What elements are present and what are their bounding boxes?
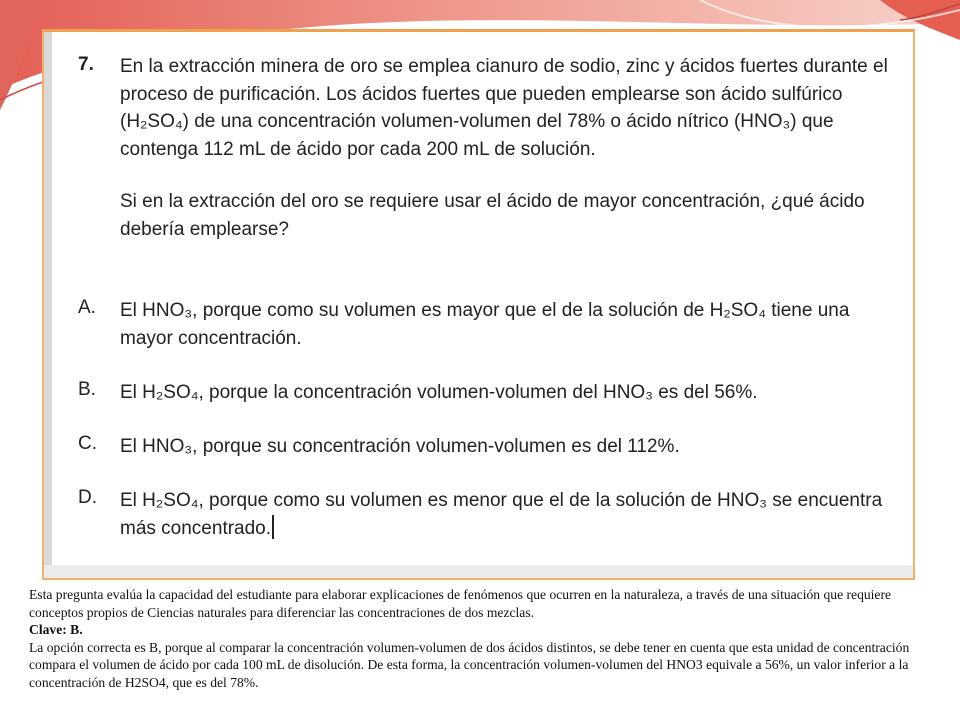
question-stem: En la extracción minera de oro se emplea cianuro de sodio, zinc y ácidos fuertes durante el proceso de purificación. Los ácidos fuertes que pueden emplearse son ácido sulfúrico (H₂SO₄) de una concentración volumen-volumen del 78% o ácido nítrico (HNO₃) que contenga 112 mL de ácido por cada 200 mL de solución.: [120, 56, 888, 160]
question-number: 7.: [78, 54, 94, 75]
option-a-letter: A.: [78, 297, 96, 318]
option-d-letter: D.: [78, 487, 97, 508]
text-cursor: [272, 515, 274, 539]
option-d-text: El H₂SO₄, porque como su volumen es menor que el de la solución de HNO₃ se encuentra más concentrado.: [120, 490, 883, 539]
option-b-text: El H₂SO₄, porque la concentración volumen-volumen del HNO₃ es del 56%.: [120, 382, 758, 403]
question-prompt: Si en la extracción del oro se requiere usar el ácido de mayor concentración, ¿qué ácido debería emplearse?: [120, 191, 865, 240]
option-a-text: El HNO₃, porque como su volumen es mayor que el de la solución de H₂SO₄ tiene una mayor concentración.: [120, 300, 850, 349]
answer-key: Clave: B.: [29, 622, 83, 637]
option-c-text: El HNO₃, porque su concentración volumen-volumen es del 112%.: [120, 436, 680, 457]
explanation-block: [29, 586, 939, 691]
explanation-intro: Esta pregunta evalúa la capacidad del estudiante para elaborar explicaciones de fenómenos que ocurren en la naturaleza, a través de una situación que requiere conceptos propios de Ciencias naturales para diferenciar las concentraciones de dos mezclas.: [29, 587, 892, 620]
explanation-detail: La opción correcta es B, porque al comparar la concentración volumen-volumen de dos ácidos distintos, se debe tener en cuenta que esta unidad de concentración compara el volumen de ácido por cada 100 mL de disolución. De esta forma, la concentración volumen-volumen del HNO3 equivale a 56%, un valor inferior a la concentración de H2SO4, que es del 78%.: [29, 639, 910, 690]
option-d: [120, 487, 900, 542]
scan-bottom-edge: [44, 565, 913, 578]
question-card: [42, 29, 915, 580]
option-b-letter: B.: [78, 379, 96, 400]
scan-left-edge: [44, 32, 52, 578]
option-c-letter: C.: [78, 433, 97, 454]
